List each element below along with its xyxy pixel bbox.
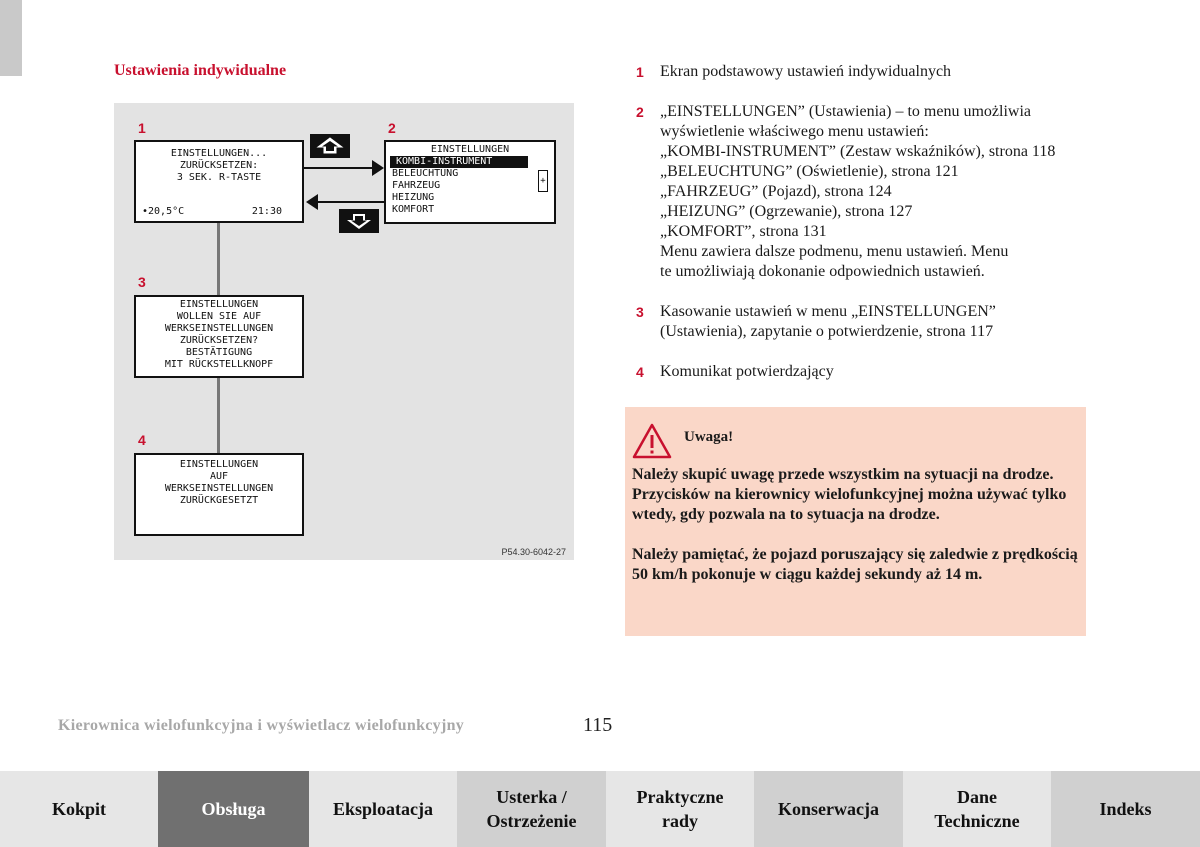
legend-item-text: Ekran podstawowy ustawień indywidualnych <box>660 63 952 80</box>
screen1-number: 1 <box>138 120 146 136</box>
legend-item-text: „KOMFORT”, strona 131 <box>660 223 827 240</box>
screen2-line: FAHRZEUG <box>392 180 441 191</box>
screen1-line: EINSTELLUNGEN... <box>170 148 268 159</box>
screen4-number: 4 <box>138 432 146 448</box>
screen4-line: AUF <box>209 471 229 482</box>
corner-tab <box>0 0 22 76</box>
legend-item-number: 3 <box>636 304 644 320</box>
legend-item <box>636 362 1096 382</box>
chapter-nav <box>0 771 1200 847</box>
warning-paragraph: Należy pamiętać, że pojazd poruszający się zaledwie z prędkością 50 km/h pokonuje w ciągu każdej sekundy aż 14 m. <box>632 546 1078 583</box>
nav-tab-konserwacja[interactable] <box>754 771 903 847</box>
legend-item-text: Kasowanie ustawień w menu „EINSTELLUNGEN” <box>660 303 996 320</box>
nav-tab-label: Dane Techniczne <box>934 787 1020 831</box>
forward-arrowhead <box>372 160 384 176</box>
screen1-temperature: •20,5°C <box>142 206 185 217</box>
nav-tab-usterka[interactable] <box>457 771 606 847</box>
nav-tab-label: Eksploatacja <box>332 799 433 819</box>
legend-item-text: „FAHRZEUG” (Pojazd), strona 124 <box>660 183 892 200</box>
screen3-line: WERKSEINSTELLUNGEN <box>164 323 274 334</box>
page-number: 115 <box>583 714 613 736</box>
legend-item <box>636 302 1096 342</box>
screen3-line: BESTÄTIGUNG <box>185 347 253 358</box>
up-arrow-button-icon <box>310 134 350 158</box>
legend-item <box>636 62 1096 82</box>
nav-tab-kokpit[interactable] <box>0 771 158 847</box>
connector-line <box>217 223 220 295</box>
screen4-line: WERKSEINSTELLUNGEN <box>164 483 274 494</box>
screen2-display <box>384 140 556 224</box>
nav-tab-label: Obsługa <box>201 799 266 819</box>
warning-title: Uwaga! <box>684 429 734 445</box>
screen1-display <box>134 140 304 223</box>
legend-item-text: Menu zawiera dalsze podmenu, menu ustawień. Menu <box>660 243 1009 260</box>
screen3-display <box>134 295 304 378</box>
legend-item-text: „KOMBI-INSTRUMENT” (Zestaw wskaźników), strona 118 <box>660 143 1056 160</box>
nav-tab-label: Kokpit <box>51 799 107 819</box>
screen2-line: EINSTELLUNGEN <box>430 144 510 155</box>
screen2-selected-line: KOMBI-INSTRUMENT <box>390 156 528 168</box>
screen1-line: ZURÜCKSETZEN: <box>179 160 259 171</box>
chapter-title: Kierownica wielofunkcyjna i wyświetlacz wielofunkcyjny <box>58 717 465 734</box>
back-arrow-line <box>317 201 384 203</box>
legend-item-text: Komunikat potwierdzający <box>660 363 834 380</box>
legend-item-text: „BELEUCHTUNG” (Oświetlenie), strona 121 <box>660 163 959 180</box>
legend-item-number: 1 <box>636 64 644 80</box>
nav-tab-eksploatacja[interactable] <box>309 771 457 847</box>
nav-tab-label: Usterka / Ostrzeżenie <box>486 787 577 831</box>
nav-tab-label: Praktyczne rady <box>636 787 724 831</box>
screen3-line: ZURÜCKSETZEN? <box>179 335 259 346</box>
screen1-time: 21:30 <box>251 206 282 217</box>
legend-item <box>636 102 1096 282</box>
forward-arrow-line <box>304 167 374 169</box>
legend-list <box>636 62 1096 402</box>
legend-item-text: wyświetlenie właściwego menu ustawień: <box>660 123 929 140</box>
nav-tab-label: Konserwacja <box>778 799 879 819</box>
legend-item-text: (Ustawienia), zapytanie o potwierdzenie, strona 117 <box>660 323 994 340</box>
screen4-line: ZURÜCKGESETZT <box>179 495 259 506</box>
legend-item-text: te umożliwiają dokonanie odpowiednich ustawień. <box>660 263 985 280</box>
figure-code: P54.30-6042-27 <box>501 547 566 557</box>
nav-tab-dane-techniczne[interactable] <box>903 771 1051 847</box>
section-title: Ustawienia indywidualne <box>114 62 287 79</box>
screen2-line: KOMFORT <box>392 204 435 215</box>
screen2-line: BELEUCHTUNG <box>392 168 459 179</box>
screen3-line: MIT RÜCKSTELLKNOPF <box>164 359 274 370</box>
legend-item-number: 2 <box>636 104 644 120</box>
screen3-number: 3 <box>138 274 146 290</box>
nav-tab-praktyczne-rady[interactable] <box>606 771 754 847</box>
legend-item-text: „HEIZUNG” (Ogrzewanie), strona 127 <box>660 203 913 220</box>
screen1-line: 3 SEK. R-TASTE <box>176 172 262 183</box>
nav-tab-obsluga[interactable] <box>158 771 309 847</box>
nav-tab-label: Indeks <box>1099 799 1152 819</box>
warning-triangle-icon <box>632 423 672 459</box>
nav-tab-indeks[interactable] <box>1051 771 1200 847</box>
warning-box <box>625 407 1086 636</box>
screen4-line: EINSTELLUNGEN <box>179 459 259 470</box>
legend-item-text: „EINSTELLUNGEN” (Ustawienia) – to menu umożliwia <box>660 103 1032 120</box>
screen2-line: HEIZUNG <box>392 192 435 203</box>
screen3-line: WOLLEN SIE AUF <box>176 311 262 322</box>
screen3-line: EINSTELLUNGEN <box>179 299 259 310</box>
settings-diagram <box>114 103 574 560</box>
legend-item-number: 4 <box>636 364 644 380</box>
down-arrow-button-icon <box>339 209 379 233</box>
scrollbar-icon: + <box>538 170 548 192</box>
connector-line <box>217 378 220 454</box>
screen4-display <box>134 453 304 536</box>
warning-paragraph: Należy skupić uwagę przede wszystkim na sytuacji na drodze. Przycisków na kierownicy wielofunkcyjnej można używać tylko wtedy, gdy pozwala na to sytuacja na drodze. <box>632 466 1067 523</box>
screen2-number: 2 <box>388 120 396 136</box>
